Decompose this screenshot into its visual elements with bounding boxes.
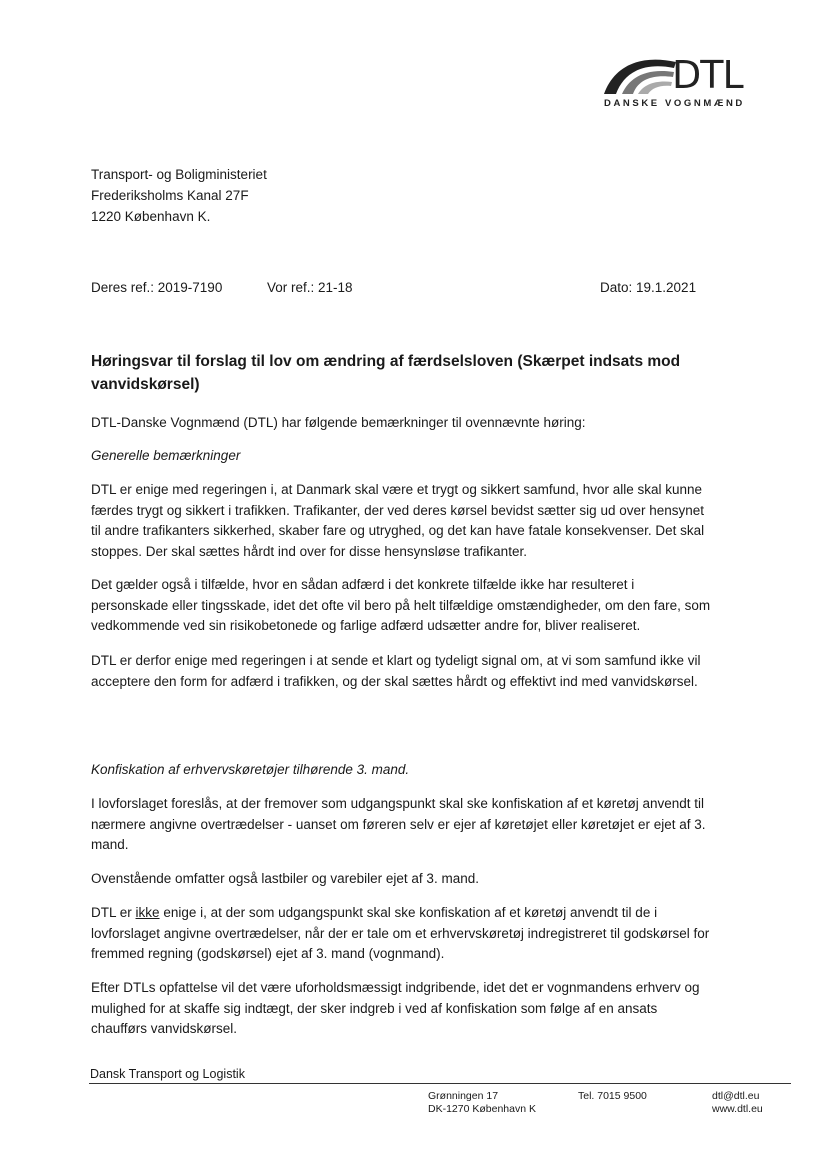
dtl-logo-swoosh-icon [600,52,680,96]
recipient-line-3: 1220 København K. [91,209,211,224]
recipient-line-2: Frederiksholms Kanal 27F [91,188,249,203]
paragraph-confiscation-2: Ovenstående omfatter også lastbiler og varebiler ejet af 3. mand. [91,871,479,886]
dtl-logo [600,52,772,114]
logo-subtitle: DANSKE VOGNMÆND [604,98,745,109]
intro-paragraph: DTL-Danske Vognmænd (DTL) har følgende bemærkninger til ovennævnte høring: [91,415,586,430]
footer-organization: Dansk Transport og Logistik [90,1067,245,1081]
footer-email: dtl@dtl.eu [712,1090,760,1102]
paragraph-confiscation-3 [91,903,711,965]
footer-web: www.dtl.eu [712,1103,763,1115]
footer-address [428,1090,536,1116]
paragraph-confiscation-4: Efter DTLs opfattelse vil det være uforholdsmæssigt indgribende, idet det er vognmandens erhverv og mulighed for at skaffe sig indtægt, der sker indgreb i ved af konfiskation som følge af en ansats chaufførs vanvidskørsel. [91,980,700,1036]
footer-city: DK-1270 København K [428,1103,536,1115]
p3-rest: enige i, at der som udgangspunkt skal ske konfiskation af et køretøj anvendt til de i lovforslaget angivne overtrædelser, når der er tale om et erhvervskøretøj indregistreret til godskørsel for fremmed regning (godskørsel) ejet af 3. mand (vognmand). [91,905,710,961]
paragraph-general-2: Det gælder også i tilfælde, hvor en sådan adfærd i det konkrete tilfælde ikke har resulteret i personskade eller tingsskade, idet det ofte vil bero på helt tilfældige omstændigheder, om den fare, som vedkommende ved sin risikobetonede og farlige adfærd udsætter andre for, bliver realiseret. [91,577,711,633]
their-reference: Deres ref.: 2019-7190 [91,280,223,295]
recipient-line-1: Transport- og Boligministeriet [91,167,267,182]
section-heading-general: Generelle bemærkninger [91,448,241,463]
p3-underlined-word: ikke [135,905,160,920]
our-reference: Vor ref.: 21-18 [267,280,353,295]
section-heading-confiscation: Konfiskation af erhvervskøretøjer tilhørende 3. mand. [91,762,410,777]
footer-contact [712,1090,763,1116]
date: Dato: 19.1.2021 [600,280,697,295]
footer-street: Grønningen 17 [428,1090,499,1102]
paragraph-general-1: DTL er enige med regeringen i, at Danmark skal være et trygt og sikkert samfund, hvor alle skal kunne færdes trygt og sikkert i trafikken. Trafikanter, der ved deres kørsel bevidst sætter sig ud over hensynet til andre trafikanters sikkerhed, skaber fare og utryghed, og det kan have fatale konsekvenser. Det skal stoppes. Der skal sættes hårdt ind over for disse hensynsløse trafikanter. [91,482,705,559]
recipient-address [91,164,267,227]
p3-prefix: DTL er [91,905,132,920]
paragraph-confiscation-1: I lovforslaget foreslås, at der fremover som udgangspunkt skal ske konfiskation af et køretøj anvendt til nærmere angivne overtrædelser - uanset om føreren selv er ejer af køretøjet eller køretøjet er ejet af 3. mand. [91,796,706,852]
paragraph-general-3: DTL er derfor enige med regeringen i at sende et klart og tydeligt signal om, at vi som samfund ikke vil acceptere den form for adfærd i trafikken, og der skal sættes hårdt og effektivt ind med vanvidskørsel. [91,653,701,689]
footer-phone: Tel. 7015 9500 [578,1090,647,1102]
footer-divider [89,1083,791,1084]
logo-wordmark: DTL [672,53,743,97]
document-title: Høringsvar til forslag til lov om ændring af færdselsloven (Skærpet indsats mod vanvidskørsel) [91,353,681,393]
